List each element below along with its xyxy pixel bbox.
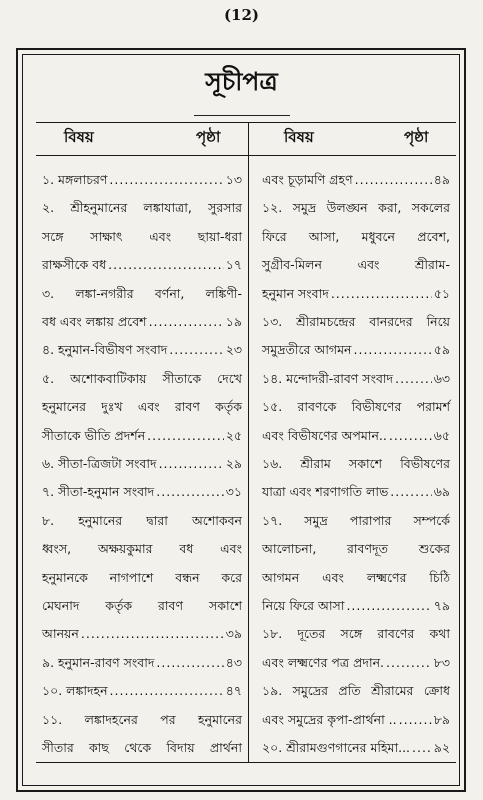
toc-page-number: ৫৯ <box>433 342 450 358</box>
toc-line <box>262 342 450 358</box>
toc-page-number: ১৯ <box>225 314 242 329</box>
dot-leader <box>355 172 432 188</box>
toc-entry-text: এবং সমুদ্রের কৃপা-প্রার্থনা .. <box>262 711 397 727</box>
toc-line <box>262 598 450 614</box>
toc-entry-text: ৪. হনুমান-বিভীষণ সংবাদ <box>42 342 168 358</box>
toc-page-number: ৬৩ <box>433 370 450 386</box>
toc-entry-text: এবং চূড়ামণি গ্রহণ <box>262 172 353 187</box>
toc-entry-text: আনয়ন <box>42 626 79 642</box>
toc-line <box>262 286 450 302</box>
toc-line <box>42 342 242 358</box>
toc-entry-text: ১২. সমুদ্র উলঙ্ঘন করা, সকলের <box>262 200 450 216</box>
header-subject-right: বিষয় <box>284 128 314 146</box>
toc-page-number: ৯২ <box>433 740 450 755</box>
dot-leader <box>390 484 431 500</box>
toc-entry-text: হনুমান সংবাদ <box>262 285 329 301</box>
column-divider <box>248 122 249 762</box>
toc-entry-text: ৬. সীতা-ত্রিজটা সংবাদ <box>42 456 157 471</box>
toc-entry-text: ১৪. মন্দোদরী-রাবণ সংবাদ <box>262 370 394 386</box>
toc-line <box>42 172 242 188</box>
dot-leader <box>169 342 223 358</box>
toc-page-number: ৩১ <box>225 484 242 500</box>
toc-entry-text: ৮. হনুমানের দ্বারা অশোকবন <box>42 512 242 528</box>
inner-frame <box>22 54 460 786</box>
toc-page-number: ৬৫ <box>433 427 450 443</box>
dot-leader <box>108 257 224 273</box>
toc-page-number: ১৭ <box>225 257 242 273</box>
toc-entry-text: বধ এবং লঙ্কায় প্রবেশ <box>42 314 147 329</box>
toc-entry-text: ৩. লঙ্কা-নগরীর বর্ণনা, লঙ্কিণী- <box>42 285 242 301</box>
page-number: (12) <box>223 6 260 24</box>
toc-line <box>42 655 242 671</box>
toc-page-number: ২৯ <box>225 456 242 471</box>
header-top-rule <box>36 122 456 123</box>
toc-entry-text: ১১. লঙ্কাদহনের পর হনুমানের <box>42 711 242 727</box>
dot-leader <box>399 712 432 728</box>
dot-leader <box>395 371 432 387</box>
header-page-left: পৃষ্ঠা <box>196 128 221 146</box>
toc-entry-text: সুগ্রীব-মিলন এবং শ্রীরাম- <box>262 257 450 273</box>
toc-line <box>262 428 450 444</box>
toc-page-number: ৬৯ <box>433 484 450 500</box>
header-subject-left: বিষয় <box>64 128 94 146</box>
toc-page-number: ২৫ <box>225 427 242 443</box>
dot-leader <box>110 683 224 699</box>
dot-leader <box>159 456 224 472</box>
toc-page-number: ৪৩ <box>225 654 242 670</box>
toc-page-number: ৮৯ <box>433 711 450 727</box>
dot-leader <box>354 342 432 358</box>
header-page-right: পৃষ্ঠা <box>404 128 429 146</box>
toc-entry-text: যাত্রা এবং শরণাগতি লাভ <box>262 484 389 500</box>
toc-page-number: ৩৯ <box>225 626 242 642</box>
toc-line <box>42 428 242 444</box>
toc-entry-text: সমুদ্রতীরে আগমন <box>262 342 352 358</box>
toc-page-number: ৫১ <box>433 285 450 301</box>
toc-entry-text: ১৫. রাবণকে বিভীষণের পরামর্শ <box>262 399 450 415</box>
dot-leader <box>346 598 431 614</box>
toc-entry-text: ৫. অশোকবাটিকায় সীতাকে দেখে <box>42 370 242 386</box>
dot-leader <box>386 655 432 671</box>
toc-line <box>42 683 242 699</box>
toc-line <box>42 456 242 472</box>
toc-entry-text: নিয়ে ফিরে আসা <box>262 598 345 613</box>
dot-leader <box>156 484 224 500</box>
dot-leader <box>156 655 223 671</box>
toc-entry-text: ধ্বংস, অক্ষয়কুমার বধ এবং <box>42 541 242 557</box>
toc-line <box>262 172 450 188</box>
header-bottom-rule <box>36 155 456 156</box>
toc-entry-text: আগমন এবং লক্ষ্মণের চিঠি <box>262 569 450 585</box>
toc-entry-text: ২. শ্রীহনুমানের লঙ্কাযাত্রা, সুরসার <box>42 200 242 216</box>
toc-entry-text: ১. মঙ্গলাচরণ <box>42 172 108 187</box>
toc-line <box>42 314 242 330</box>
toc-line <box>262 484 450 500</box>
toc-entry-text: সীতাকে ভীতি প্রদর্শন <box>42 427 146 443</box>
dot-leader <box>81 626 224 642</box>
toc-page-number: ৪৯ <box>433 172 450 187</box>
toc-page-number: ৪৭ <box>225 683 242 699</box>
toc-entry-text: ১৭. সমুদ্র পারাপার সম্পর্কে <box>262 512 450 528</box>
toc-entry-text: ফিরে আসা, মধুবনে প্রবেশ, <box>262 228 450 244</box>
dot-leader <box>149 314 224 330</box>
toc-entry-text: ১৬. শ্রীরাম সকাশে বিভীষণের <box>262 456 450 471</box>
toc-page-number: ১৩ <box>225 172 242 187</box>
toc-line <box>42 626 242 642</box>
toc-entry-text: রাক্ষসীকে বধ <box>42 257 107 273</box>
toc-entry-text: আলোচনা, রাবণদূত শুকের <box>262 541 450 557</box>
toc-line <box>262 655 450 671</box>
toc-line <box>42 257 242 273</box>
toc-line <box>42 484 242 500</box>
dot-leader <box>147 428 224 444</box>
toc-entry-text: হনুমানের দুঃখ এবং রাবণ কর্তৃক <box>42 399 242 415</box>
toc-entry-text: হনুমানকে নাগপাশে বন্ধন করে <box>42 569 242 585</box>
toc-entry-text: ১০. লঙ্কাদহন <box>42 683 108 699</box>
dot-leader <box>331 286 432 302</box>
toc-entry-text: ১৯. সমুদ্রের প্রতি শ্রীরামের ক্রোধ <box>262 683 450 699</box>
table-bottom-rule <box>36 762 456 763</box>
toc-line <box>262 740 450 756</box>
toc-entry-text: ১৮. দূতের সঙ্গে রাবণের কথা <box>262 626 450 642</box>
toc-page-number: ২৩ <box>225 342 242 358</box>
toc-entry-text: সঙ্গে সাক্ষাৎ এবং ছায়া-ধরা <box>42 228 242 244</box>
title-underline <box>194 115 290 116</box>
toc-page-number: ৭৯ <box>433 598 450 613</box>
toc-entry-text: ৭. সীতা-হনুমান সংবাদ <box>42 484 155 500</box>
dot-leader <box>412 740 432 756</box>
contents-title: সূচীপত্র <box>205 67 278 96</box>
toc-entry-text: ২০. শ্রীরামগুণগানের মহিমা... <box>262 740 411 755</box>
toc-entry-text: এবং লক্ষ্মণের পত্র প্রদান. <box>262 654 385 670</box>
dot-leader <box>109 172 223 188</box>
toc-entry-text: মেঘনাদ কর্তৃক রাবণ সকাশে <box>42 598 242 613</box>
toc-entry-text: এবং বিভীষণের অপমান.. <box>262 427 387 443</box>
toc-entry-text: ৯. হনুমান-রাবণ সংবাদ <box>42 654 155 670</box>
toc-entry-text: ১৩. শ্রীরামচন্দ্রের বানরদের নিয়ে <box>262 314 450 329</box>
toc-line <box>262 712 450 728</box>
toc-line <box>262 371 450 387</box>
toc-page-number: ৮৩ <box>433 654 450 670</box>
toc-entry-text: সীতার কাছ থেকে বিদায় প্রার্থনা <box>42 740 242 755</box>
dot-leader <box>389 428 432 444</box>
